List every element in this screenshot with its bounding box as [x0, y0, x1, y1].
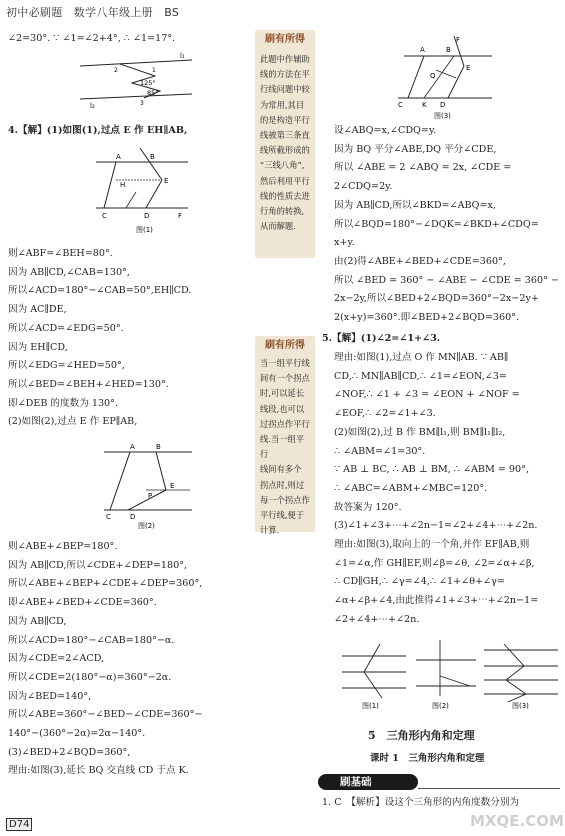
right-line: (3)∠1+∠3+⋯+∠2n−1=∠2+∠4+⋯+∠2n. [334, 520, 538, 532]
page-number: D74 [6, 818, 32, 831]
fig-top-n1: 1 [152, 67, 156, 74]
left-block-2 [8, 538, 254, 781]
left-line: 即∠ABE+∠BED+∠CDE=360°. [8, 597, 157, 609]
brush-label: 刷基础 [340, 776, 372, 788]
fig-bottom-2: 图(2) [432, 702, 449, 710]
tip-line: “三线八角”, [260, 160, 305, 171]
fig2-B: B [156, 443, 161, 451]
tip-body-2 [260, 356, 312, 538]
fig3-D: D [440, 101, 446, 109]
left-line: 所以∠ACD=∠EDG=50°. [8, 322, 124, 334]
tip-tag-2: 刷有所得 [265, 340, 305, 351]
q1-text: 1. C 【解析】设这个三角形的内角度数分别为 [322, 797, 520, 808]
left-line: 因为 EH∥CD, [8, 341, 68, 353]
tip-line: 过拐点作平行 [260, 418, 310, 429]
left-line: (3)∠BED+2∠BQD=360°, [8, 746, 131, 758]
right-line: ∠2+∠4+⋯+∠2n. [334, 613, 420, 625]
lesson-title: 课时 1 三角形内角和定理 [370, 753, 485, 764]
fig-top-l1: l₁ [180, 52, 185, 60]
figure-top-left [80, 52, 200, 112]
left-line: 所以∠ABE=360°−∠BED−∠CDE=360°− [8, 709, 203, 721]
right-line: 2(x+y)=360°.即∠BED+2∠BQD=360°. [334, 312, 520, 324]
left-line: 因为∠CDE=2∠ACD, [8, 653, 105, 665]
left-line: 因为∠BED=140°, [8, 690, 92, 702]
tip-line: 间有一个拐点 [260, 373, 310, 384]
tip-line: 的是构造平行 [260, 114, 310, 125]
right-line: 2∠CDQ=2y. [334, 181, 393, 193]
left-line: 因为 AB∥CD,所以∠CDE+∠DEP=180°, [8, 559, 188, 571]
figures-bottom-right [336, 636, 560, 710]
right-block-2 [334, 349, 560, 630]
fig1-F: F [178, 212, 183, 220]
left-line: 理由:如图(3),延长 BQ 交直线 CD 于点 K. [8, 765, 189, 777]
right-line: 理由:如图(1),过点 O 作 MN∥AB. ∵ AB∥ [334, 352, 509, 363]
right-line: 故答案为 120°. [334, 501, 402, 513]
left-top-line: ∠2=30°. ∵ ∠1=∠2+4°, ∴ ∠1=17°. [8, 33, 176, 44]
left-line: 因为 AC∥DE, [8, 304, 67, 316]
left-line: 所以∠ACD=180°−∠CAB=180°−α. [8, 634, 175, 646]
fig3-Q: Q [430, 72, 436, 80]
watermark: MXQE.COM [470, 812, 564, 830]
fig3-B: B [446, 46, 451, 54]
fig-top-l2: l₂ [90, 102, 95, 110]
q4-head [8, 122, 254, 141]
right-block-1 [334, 122, 560, 328]
right-line: ∴ ∠ABM=∠1=30°. [334, 445, 426, 457]
left-column [8, 30, 254, 49]
fig1-A: A [116, 153, 121, 161]
tip-line: 为常用,其目 [260, 99, 305, 110]
tip-line: 当一组平行线 [260, 358, 310, 368]
fig3-K: K [422, 101, 427, 109]
fig3-E: E [466, 64, 471, 72]
fig-top-n2: 2 [114, 67, 118, 74]
right-line: 所以 ∠BED = 360° − ∠ABE − ∠CDE = 360° − [334, 274, 559, 286]
tip-line: 平行线,便于 [260, 510, 305, 521]
brush-divider [418, 788, 560, 789]
right-line: (2)如图(2),过 B 作 BM∥l₁,则 BM∥l₁∥l₂, [334, 426, 506, 438]
right-line: 理由:如图(3),取向上的一个角,并作 EF∥AB,则 [334, 539, 530, 551]
right-line: ∠α+∠β+∠4,由此推得∠1+∠3+⋯+∠2n−1= [334, 595, 539, 607]
q4-head-text: 4.【解】(1)如图(1),过点 E 作 EH∥AB, [8, 125, 188, 136]
tip-line: 线被第三条直 [260, 130, 310, 141]
right-line: ∠NOF,∴ ∠1 + ∠3 = ∠EON + ∠NOF = [334, 389, 520, 401]
right-line: ∴ CD∥GH,∴ ∠γ=∠4,∴ ∠1+∠θ+∠γ= [334, 576, 505, 588]
right-line: 因为 BQ 平分∠ABE,DQ 平分∠CDE, [334, 143, 497, 155]
left-line: 则∠ABF=∠BEH=80°. [8, 248, 113, 259]
fig2-A: A [130, 443, 135, 451]
figure-3-right [396, 34, 496, 120]
left-line: (2)如图(2),过点 E 作 EP∥AB, [8, 416, 138, 428]
brush-basic-banner [318, 774, 418, 790]
fig2-caption: 图(2) [138, 522, 155, 530]
fig-bottom-3: 图(3) [512, 702, 529, 710]
tip-line: 行角的转换, [260, 206, 305, 217]
right-line: ∠1=∠α,作 GH∥EF,则∠β=∠θ, ∠2=∠α+∠β, [334, 557, 535, 569]
tip-line: 线间有多个 [260, 464, 302, 475]
fig3-A: A [420, 46, 425, 54]
tip-tag-1: 刷有所得 [265, 34, 305, 45]
right-line: 2x−2y,所以∠BED+2∠BQD=360°−2x−2y+ [334, 293, 539, 305]
fig1-C: C [102, 212, 107, 220]
left-line: 所以∠BED=∠BEH+∠HED=130°. [8, 378, 169, 390]
fig3-C: C [398, 101, 403, 109]
tip-line: 此题中作辅助 [260, 54, 310, 64]
left-block-1 [8, 245, 254, 432]
right-line: ∴ ∠ABC=∠ABM+∠MBC=120°. [334, 482, 488, 494]
fig3-F: F [456, 36, 461, 44]
right-line: 因为 AB∥CD,所以∠BKD=∠ABQ=x, [334, 199, 496, 211]
fig1-caption: 图(1) [136, 226, 153, 234]
tip-line: 线段,也可以 [260, 403, 305, 414]
fig-top-85: 85° [147, 89, 159, 97]
left-line: 因为 AB∥CD,∠CAB=130°, [8, 266, 130, 278]
right-line: 由(2)得∠ABE+∠BED+∠CDE=360°, [334, 255, 506, 267]
fig1-D: D [144, 212, 150, 220]
header-title: 初中必刷题 数学八年级上册 BS [6, 6, 180, 19]
tip-body-1 [260, 52, 312, 234]
right-line: 设∠ABQ=x,∠CDQ=y. [334, 125, 437, 136]
left-line: 则∠ABE+∠BEP=180°. [8, 541, 118, 552]
section-title: 5 三角形内角和定理 [368, 729, 475, 742]
right-line: 所以 ∠ABE = 2 ∠ABQ = 2x, ∠CDE = [334, 162, 512, 174]
tip-line: 线的方法在平 [260, 69, 310, 80]
tip-line: 线.当一组平行 [260, 434, 305, 460]
fig-top-n3: 3 [140, 100, 144, 107]
left-line: 因为 AB∥CD, [8, 615, 67, 627]
left-line: 即∠DEB 的度数为 130°. [8, 397, 119, 409]
q5-head [322, 330, 560, 349]
tip-line: 每一个拐点作 [260, 494, 310, 505]
left-line: 140°−(360°−2α)=2α−140°. [8, 728, 146, 740]
fig1-H: H [120, 181, 126, 189]
tip-line: 时,可以延长 [260, 388, 305, 399]
right-line: 所以∠BQD=180°−∠DQK=∠BKD+∠CDQ= [334, 218, 539, 230]
fig2-D: D [130, 513, 136, 521]
left-line: 所以∠EDG=∠HED=50°, [8, 360, 125, 372]
left-line: 所以∠CDE=2(180°−α)=360°−2α. [8, 671, 172, 683]
fig2-P: P [148, 492, 153, 500]
fig1-B: B [150, 153, 155, 161]
tip-line: 线所截形成的 [260, 145, 310, 156]
tip-line: 计算. [260, 525, 280, 536]
right-line: ∵ AB ⊥ BC, ∴ AB ⊥ BM, ∴ ∠ABM = 90°, [334, 464, 529, 476]
left-line: 所以∠ACD=180°−∠CAB=50°,EH∥CD. [8, 285, 192, 297]
tip-line: 从而解题. [260, 221, 296, 232]
q1-line [322, 794, 560, 813]
figure-2-left [100, 440, 196, 532]
right-line: CD,∴ MN∥AB∥CD,∴ ∠1=∠EON,∠3= [334, 370, 507, 382]
fig-bottom-1: 图(1) [362, 702, 379, 710]
right-line: x+y. [334, 237, 355, 249]
q5-head-text: 5.【解】(1)∠2=∠1+∠3. [322, 333, 441, 344]
right-line: ∠EOF,∴ ∠2=∠1+∠3. [334, 408, 436, 420]
fig3-caption: 图(3) [434, 112, 451, 120]
page-header [0, 0, 565, 24]
fig1-E: E [164, 177, 169, 185]
tip-line: 线的性质去进 [260, 190, 310, 201]
fig2-E: E [170, 482, 175, 490]
tip-line: 行线问题中较 [260, 84, 310, 95]
tip-line: 然后利用平行 [260, 175, 310, 186]
figure-1-left [96, 140, 196, 238]
tip-line: 拐点时,则过 [260, 479, 305, 490]
fig2-C: C [106, 513, 111, 521]
left-line: 所以∠ABE+∠BEP+∠CDE+∠DEP=360°, [8, 578, 203, 590]
fig-top-125: 125° [140, 79, 156, 87]
